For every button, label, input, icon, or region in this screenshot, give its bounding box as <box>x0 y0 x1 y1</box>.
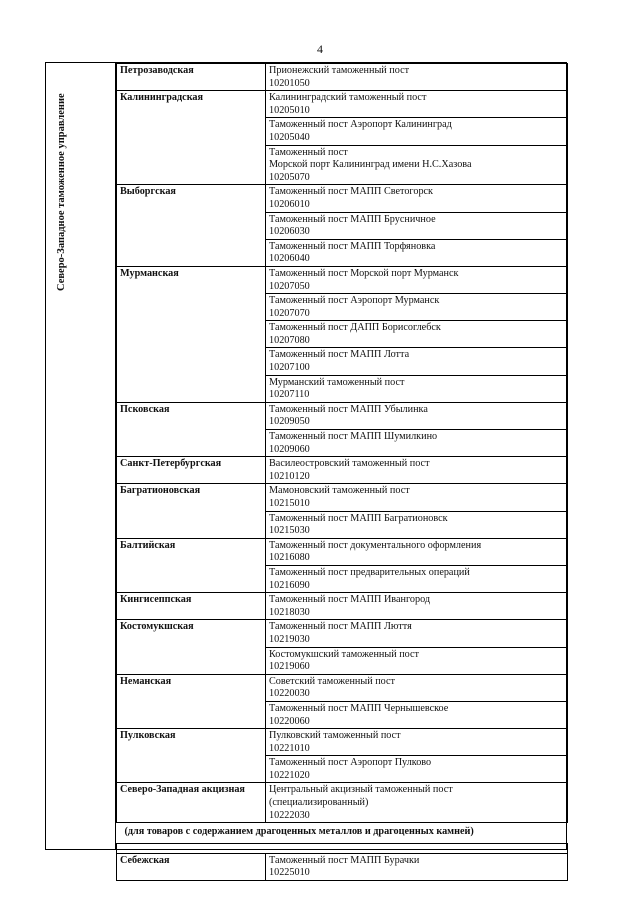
customs-post-cell <box>266 538 568 565</box>
customs-post-code: 10222030 <box>269 809 310 821</box>
customs-post-code: 10225010 <box>269 867 310 879</box>
customs-post-code: 10215030 <box>269 525 310 537</box>
side-label: Северо-Западное таможенное управление <box>56 93 67 291</box>
page-number: 4 <box>317 42 323 56</box>
customs-post-name: Таможенный пост МАПП Торфяновка <box>269 240 436 252</box>
customs-post-cell <box>266 457 568 484</box>
customs-post-cell <box>266 294 568 321</box>
customs-post-cell <box>266 239 568 266</box>
customs-post-code: 10209050 <box>269 416 310 428</box>
customs-post-name: Мамоновский таможенный пост <box>269 485 410 497</box>
customs-post-name: Центральный акцизный таможенный пост <box>269 784 453 796</box>
customs-post-name: Таможенный пост Аэропорт Пулково <box>269 757 432 769</box>
customs-post-cell <box>266 647 568 674</box>
customs-post-code: 10205040 <box>269 131 310 143</box>
customs-post-code: 10218030 <box>269 606 310 618</box>
customs-post-code: 10201050 <box>269 77 310 89</box>
spacer-row <box>117 843 568 853</box>
customs-post-cell <box>266 511 568 538</box>
customs-post-name: Таможенный пост МАПП Багратионовск <box>269 512 448 524</box>
table-row <box>117 853 568 880</box>
note-row <box>117 823 568 844</box>
customs-post-name: Таможенный пост МАПП Бурачки <box>269 854 420 866</box>
table-row <box>117 674 568 701</box>
customs-post-cell <box>266 729 568 756</box>
customs-region: Пулковская <box>117 729 266 783</box>
customs-post-code: 10206040 <box>269 253 310 265</box>
customs-post-cell <box>266 118 568 145</box>
customs-post-code: 10206030 <box>269 226 310 238</box>
customs-region: Северо-Западная акцизная <box>117 783 266 823</box>
customs-region: Себежская <box>117 853 266 880</box>
customs-post-name: Таможенный пост МАПП Люття <box>269 621 412 633</box>
customs-post-name-line2: (специализированный) <box>269 797 369 809</box>
customs-post-cell <box>266 145 568 185</box>
customs-post-code: 10219060 <box>269 661 310 673</box>
customs-post-code: 10215010 <box>269 498 310 509</box>
customs-post-name: Таможенный пост Аэропорт Мурманск <box>269 295 440 307</box>
customs-post-cell <box>266 674 568 701</box>
customs-table-sheet <box>45 62 567 879</box>
customs-post-code: 10221010 <box>269 742 310 754</box>
customs-post-name: Таможенный пост <box>269 146 348 158</box>
customs-post-name: Таможенный пост МАПП Убылинка <box>269 403 428 415</box>
customs-region: Багратионовская <box>117 484 266 538</box>
customs-post-cell <box>266 620 568 647</box>
table-row <box>117 457 568 484</box>
customs-post-name: Таможенный пост МАПП Ивангород <box>269 594 431 606</box>
customs-region: Балтийская <box>117 538 266 592</box>
customs-post-cell <box>266 701 568 728</box>
customs-region: Выборгская <box>117 185 266 267</box>
customs-post-code: 10207100 <box>269 362 310 374</box>
customs-post-code: 10205070 <box>269 171 310 183</box>
customs-post-cell <box>266 375 568 402</box>
customs-post-name: Таможенный пост МАПП Шумилкино <box>269 431 438 443</box>
customs-post-name: Таможенный пост МАПП Лотта <box>269 349 410 361</box>
table-row <box>117 484 568 511</box>
table-row <box>117 538 568 565</box>
customs-post-name: Костомукшский таможенный пост <box>269 648 419 660</box>
customs-post-name: Таможенный пост предварительных операций <box>269 566 470 578</box>
side-label-column <box>46 63 116 849</box>
precious-metals-note: (для товаров с содержанием драгоценных металлов и драгоценных камней) <box>117 823 568 844</box>
customs-region: Псковская <box>117 402 266 456</box>
customs-post-name: Таможенный пост МАПП Светогорск <box>269 186 434 198</box>
customs-post-code: 10220030 <box>269 688 310 700</box>
customs-post-code: 10207070 <box>269 307 310 319</box>
spacer-cell <box>117 843 568 853</box>
customs-region: Кингисеппская <box>117 593 266 620</box>
customs-post-code: 10221020 <box>269 769 310 781</box>
customs-post-cell <box>266 853 568 880</box>
customs-post-name: Мурманский таможенный пост <box>269 376 405 388</box>
customs-post-name: Таможенный пост документального оформления <box>269 539 482 551</box>
customs-post-cell <box>266 348 568 375</box>
customs-post-code: 10210120 <box>269 470 310 482</box>
customs-region: Калининградская <box>117 91 266 185</box>
customs-post-name: Таможенный пост Аэропорт Калининград <box>269 119 452 131</box>
customs-post-cell <box>266 484 568 511</box>
customs-post-name: Прионежский таможенный пост <box>269 65 410 76</box>
customs-post-cell <box>266 756 568 783</box>
customs-region: Санкт-Петербургская <box>117 457 266 484</box>
customs-post-name: Калининградский таможенный пост <box>269 92 427 104</box>
customs-region: Петрозаводская <box>117 64 266 91</box>
customs-post-cell <box>266 430 568 457</box>
customs-post-cell <box>266 91 568 118</box>
table-row <box>117 783 568 823</box>
customs-post-name: Таможенный пост ДАПП Борисоглебск <box>269 322 441 334</box>
customs-post-cell <box>266 565 568 592</box>
customs-region: Неманская <box>117 674 266 728</box>
customs-post-code: 10219030 <box>269 633 310 645</box>
customs-post-name: Пулковский таможенный пост <box>269 730 401 742</box>
table-row <box>117 620 568 647</box>
customs-post-code: 10206010 <box>269 198 310 210</box>
table-row <box>117 593 568 620</box>
customs-region: Мурманская <box>117 266 266 402</box>
customs-post-code: 10216080 <box>269 552 310 564</box>
table-row <box>117 402 568 429</box>
table-row <box>117 185 568 212</box>
table-row <box>117 64 568 91</box>
customs-post-name: Василеостровский таможенный пост <box>269 458 430 470</box>
customs-region: Костомукшская <box>117 620 266 674</box>
customs-post-code: 10205010 <box>269 104 310 116</box>
customs-post-cell <box>266 212 568 239</box>
customs-post-name: Таможенный пост МАПП Чернышевское <box>269 702 449 714</box>
customs-post-name-line2: Морской порт Калининград имени Н.С.Хазова <box>269 159 472 171</box>
customs-post-code: 10207110 <box>269 389 310 401</box>
table-row <box>117 91 568 118</box>
customs-post-code: 10220060 <box>269 715 310 727</box>
customs-post-cell <box>266 321 568 348</box>
customs-post-cell <box>266 266 568 293</box>
customs-post-cell <box>266 185 568 212</box>
customs-post-cell <box>266 593 568 620</box>
customs-post-code: 10216090 <box>269 579 310 591</box>
customs-posts-table <box>116 63 568 881</box>
customs-post-code: 10207050 <box>269 280 310 292</box>
table-body-area <box>116 63 566 881</box>
customs-post-cell <box>266 783 568 823</box>
customs-post-cell <box>266 402 568 429</box>
customs-post-code: 10207080 <box>269 334 310 346</box>
customs-post-name: Таможенный пост МАПП Брусничное <box>269 213 436 225</box>
customs-post-name: Таможенный пост Морской порт Мурманск <box>269 267 459 279</box>
table-row <box>117 266 568 293</box>
customs-post-cell <box>266 64 568 91</box>
customs-post-name: Советский таможенный пост <box>269 675 395 687</box>
customs-post-code: 10209060 <box>269 443 310 455</box>
table-row <box>117 729 568 756</box>
